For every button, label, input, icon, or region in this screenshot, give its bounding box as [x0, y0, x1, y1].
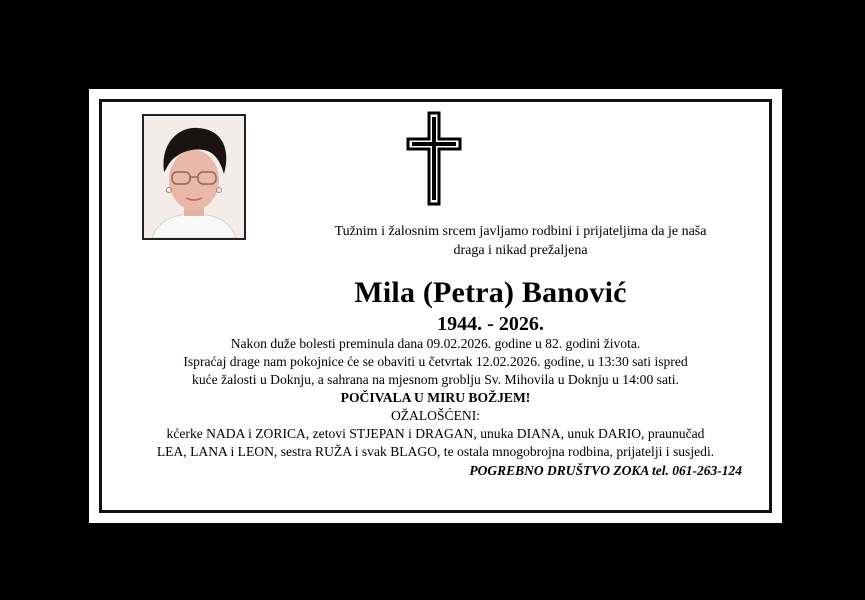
funeral-details-2: kuće žalosti u Doknju, a sahrana na mjesnom groblju Sv. Mihovila u Doknju u 14:00 sati. [192, 372, 679, 387]
notice-body [119, 335, 752, 461]
obituary-card [89, 89, 782, 523]
deceased-name: Mila (Petra) Banović [354, 276, 627, 309]
mourners-line-2: LEA, LANA i LEON, sestra RUŽA i svak BLAGO, te ostala mnogobrojna rodbina, prijatelji i susjedi. [156, 444, 715, 459]
intro-line-1: Tužnim i žalosnim srcem javljamo rodbini i prijateljima da je naša [334, 224, 707, 239]
funeral-details-1: Ispraćaj drage nam pokojnice će se obaviti u četvrtak 12.02.2026. godine, u 13:30 sati ispred [183, 354, 688, 369]
death-details: Nakon duže bolesti preminula dana 09.02.2026. godine u 82. godini života. [230, 336, 641, 351]
intro-text [279, 222, 762, 260]
portrait-photo [142, 114, 246, 240]
intro-line-2: draga i nikad prežaljena [453, 243, 588, 258]
funeral-home-contact: POGREBNO DRUŠTVO ZOKA tel. 061-263-124 [469, 463, 742, 478]
mourners-heading: OŽALOŠĆENI: [390, 408, 481, 423]
portrait-illustration [144, 116, 244, 238]
mourners-line-1: kćerke NADA i ZORICA, zetovi STJEPAN i DRAGAN, unuka DIANA, unuk DARIO, praunučad [166, 426, 705, 441]
life-years: 1944. - 2026. [437, 313, 544, 335]
cross-icon [404, 111, 464, 206]
rest-in-peace: POČIVALA U MIRU BOŽJEM! [340, 390, 531, 405]
